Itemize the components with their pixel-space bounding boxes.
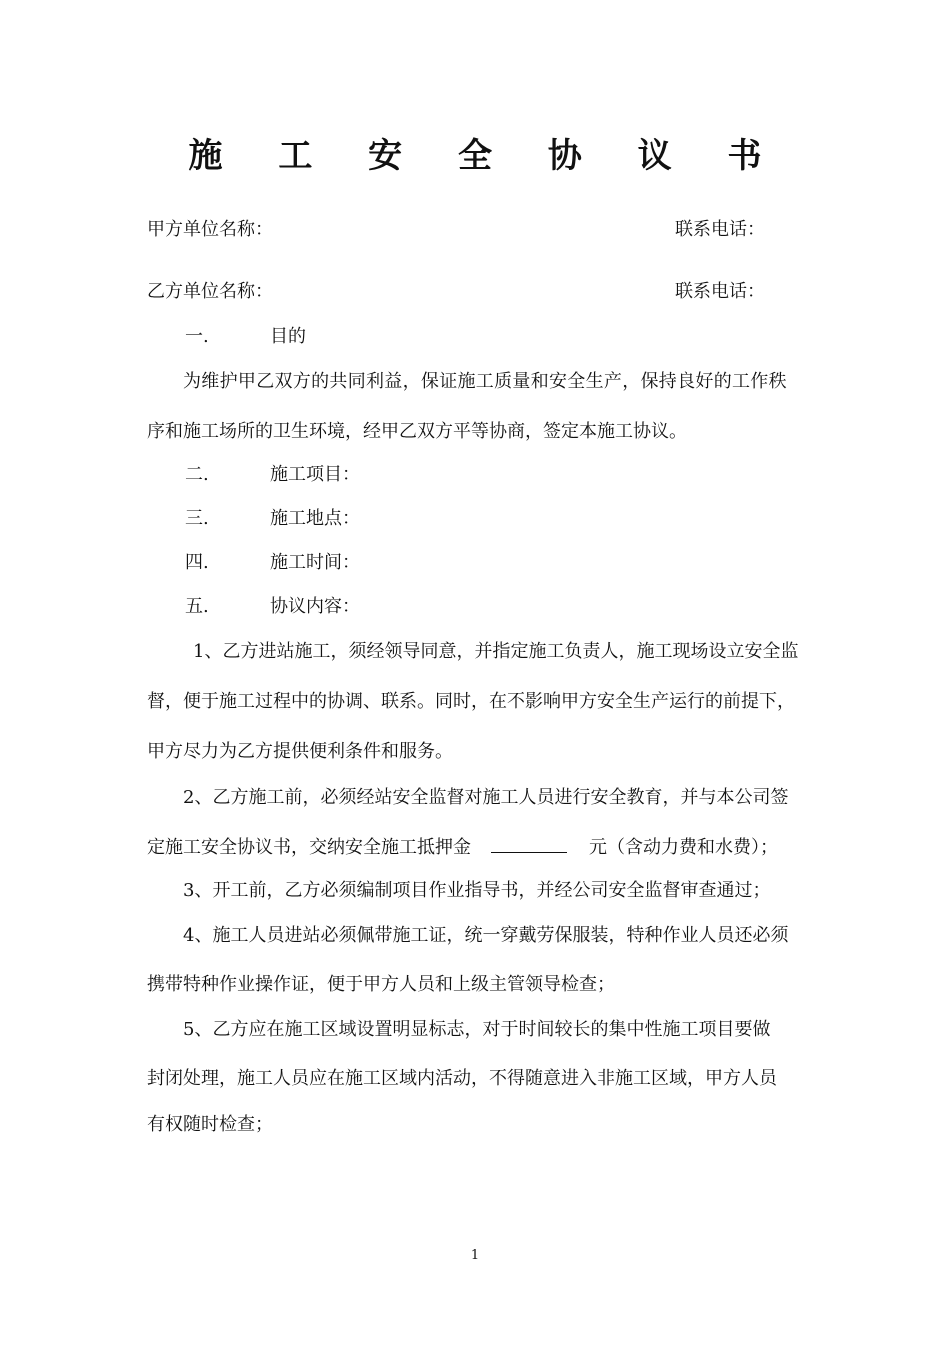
section-5-label: 协议内容： — [270, 596, 360, 617]
clause-1-line-1: 1、乙方进站施工，须经领导同意，并指定施工负责人，施工现场设立安全监 — [193, 641, 799, 662]
party-b-name-label: 乙方单位名称： — [147, 281, 273, 302]
clause-2-line-2-end: 元（含动力费和水费）； — [589, 837, 778, 858]
party-a-name-label: 甲方单位名称： — [147, 219, 273, 240]
clause-5-line-3: 有权随时检查； — [147, 1114, 273, 1135]
section-1-label: 目的 — [270, 326, 306, 347]
clause-4-line-1: 4、施工人员进站必须佩带施工证，统一穿戴劳保服装，特种作业人员还必须 — [183, 925, 789, 946]
section-4-number: 四. — [185, 552, 209, 573]
section-2-number: 二. — [185, 464, 209, 485]
clause-2-line-1: 2、乙方施工前，必须经站安全监督对施工人员进行安全教育，并与本公司签 — [183, 787, 789, 808]
section-2-label: 施工项目： — [270, 464, 360, 485]
purpose-line-1: 为维护甲乙双方的共同利益，保证施工质量和安全生产，保持良好的工作秩 — [183, 371, 787, 392]
deposit-amount-blank — [491, 834, 567, 853]
purpose-line-2: 序和施工场所的卫生环境，经甲乙双方平等协商，签定本施工协议。 — [147, 421, 687, 442]
clause-2-line-2-start: 定施工安全协议书，交纳安全施工抵押金 — [147, 837, 471, 858]
party-a-phone-label: 联系电话： — [675, 219, 765, 240]
party-b-phone-label: 联系电话： — [675, 281, 765, 302]
clause-5-line-1: 5、乙方应在施工区域设置明显标志，对于时间较长的集中性施工项目要做 — [183, 1019, 771, 1040]
section-4-label: 施工时间： — [270, 552, 360, 573]
clause-4-line-2: 携带特种作业操作证，便于甲方人员和上级主管领导检查； — [147, 974, 615, 995]
section-1-number: 一. — [185, 326, 209, 347]
page-number: 1 — [470, 1248, 480, 1263]
clause-3-line-1: 3、开工前，乙方必须编制项目作业指导书，并经公司安全监督审查通过； — [183, 880, 771, 901]
clause-2-line-2 — [147, 834, 778, 860]
clause-1-line-3: 甲方尽力为乙方提供便利条件和服务。 — [147, 741, 453, 762]
clause-5-line-2: 封闭处理，施工人员应在施工区域内活动，不得随意进入非施工区域，甲方人员 — [147, 1068, 777, 1089]
section-5-number: 五. — [185, 596, 209, 617]
document-title: 施 工 安 全 协 议 书 — [188, 136, 784, 176]
section-3-number: 三. — [185, 508, 209, 529]
clause-1-line-2: 督，便于施工过程中的协调、联系。同时，在不影响甲方安全生产运行的前提下， — [147, 691, 795, 712]
section-3-label: 施工地点： — [270, 508, 360, 529]
